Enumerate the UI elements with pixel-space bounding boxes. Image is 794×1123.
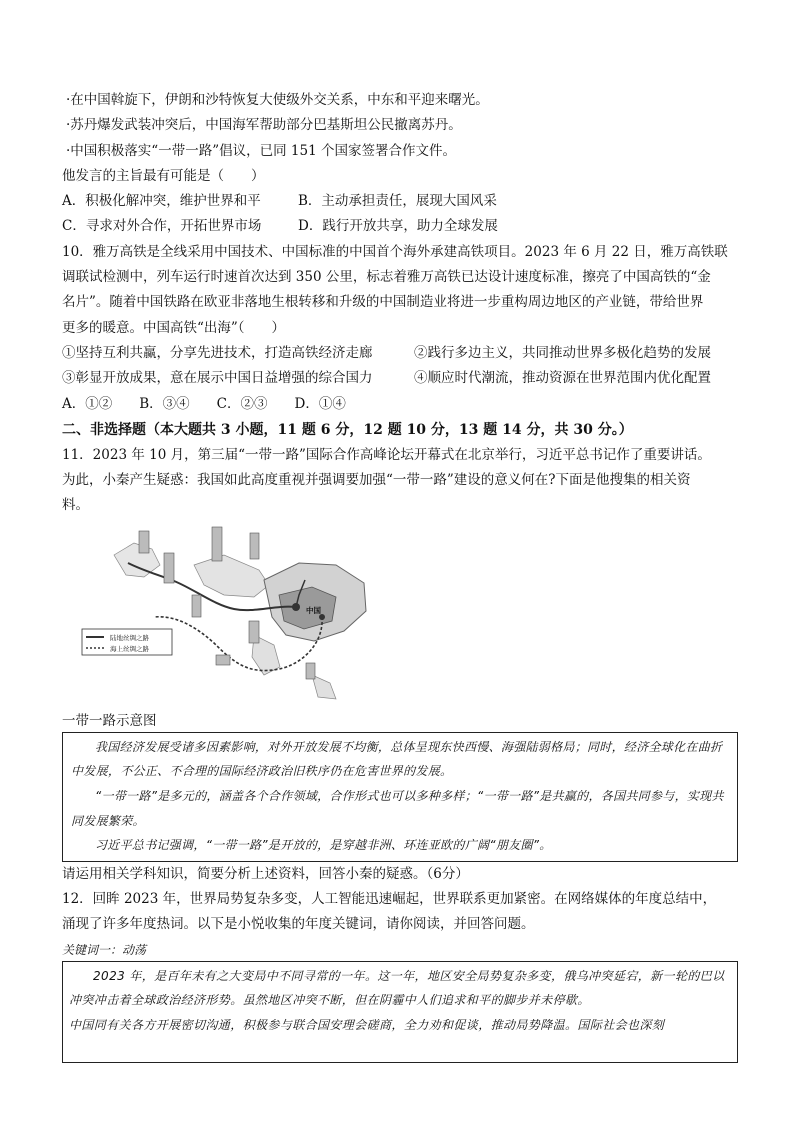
q9-bullet: ·在中国斡旋下，伊朗和沙特恢复大使级外交关系，中东和平迎来曙光。 — [66, 92, 489, 108]
legend-sea-route: 海上丝绸之路 — [110, 644, 149, 653]
q11-material-para: 习近平总书记强调，“一带一路”是开放的，是穿越非洲、环连亚欧的广阔“朋友圈”。 — [95, 838, 552, 853]
exam-page — [62, 88, 738, 1063]
q10-statement-3: ③彰显开放成果，意在展示中国日益增强的综合国力 — [62, 370, 373, 387]
q10-text-line: 10．雅万高铁是全线采用中国技术、中国标准的中国首个海外承建高铁项目。2023 年 6 月 22 日，雅万高铁联 — [62, 243, 728, 260]
q12-text-line: 涌现了许多年度热词。以下是小悦收集的年度关键词，请你阅读，并回答问题。 — [62, 916, 535, 933]
q9-option-row — [62, 214, 738, 239]
q11-question: 请运用相关学科知识，简要分析上述资料，回答小秦的疑惑。（6分） — [62, 865, 469, 882]
q12-block — [62, 887, 738, 1063]
q9-option-c: C．寻求对外合作，开拓世界市场 — [62, 218, 262, 235]
q11-material-box — [62, 732, 738, 862]
legend-land-route: 陆地丝绸之路 — [110, 633, 149, 642]
q11-material-para: 我国经济发展受诸多因素影响，对外开放发展不均衡，总体呈现东快西慢、海强陆弱格局；同时，经济全球化在曲折中发展，不公正、不合理的国际经济政治旧秩序仍在危害世界的发展。 — [71, 739, 723, 779]
map-china-label: 中国 — [306, 605, 321, 615]
q11-material-para: “一带一路”是多元的，涵盖各个合作领域，合作形式也可以多种多样；“一带一路”是共赢的，各国共同参与，实现共同发展繁荣。 — [71, 788, 724, 828]
q9-stem: 他发言的主旨最有可能是（ ） — [62, 167, 265, 184]
q11-block — [62, 443, 738, 887]
q11-text-line: 11．2023 年 10 月，第三届“一带一路”国际合作高峰论坛开幕式在北京举行，习近平总书记作了重要讲话。 — [62, 446, 711, 463]
q10-statement-4: ④顺应时代潮流，推动资源在世界范围内优化配置 — [414, 370, 711, 387]
section-title: 二、非选择题（本大题共 3 小题，11 题 6 分，12 题 10 分，13 题 14 分，共 30 分。） — [62, 421, 633, 438]
q9-bullet: ·中国积极落实“一带一路”倡议，已同 151 个国家签署合作文件。 — [66, 142, 456, 159]
map-caption: 一带一路示意图 — [62, 712, 157, 729]
q12-material-para: 中国同有关各方开展密切沟通，积极参与联合国安理会磋商，全力劝和促谈，推动局势降温。国际社会也深刻 — [69, 1017, 665, 1032]
q12-text-line: 12．回眸 2023 年，世界局势复杂多变，人工智能迅速崛起，世界联系更加紧密。在网络媒体的年度总结中， — [62, 891, 717, 908]
q9-option-row — [62, 189, 738, 214]
belt-road-map-svg — [74, 525, 374, 715]
q9-option-b: B．主动承担责任，展现大国风采 — [298, 193, 497, 210]
q10-statement-1: ①坚持互利共赢，分享先进技术，打造高铁经济走廊 — [62, 344, 373, 361]
belt-road-map — [74, 525, 374, 715]
q10-block — [62, 240, 738, 417]
q10-text-line: 更多的暖意。中国高铁“出海”（ ） — [62, 319, 286, 336]
q12-material-para: 2023 年，是百年未有之大变局中不同寻常的一年。这一年，地区安全局势复杂多变，俄乌冲突延宕，新一轮的巴以冲突冲击着全球政治经济形势。虽然地区冲突不断，但在阴霾中人们追求和平的脚步并未停歇。 — [69, 968, 725, 1008]
q9-block — [62, 88, 738, 240]
q10-statement-2: ②践行多边主义，共同推动世界多极化趋势的发展 — [414, 344, 711, 361]
q10-text-line: 调联试检测中，列车运行时速首次达到 350 公里，标志着雅万高铁已达设计速度标准，擦亮了中国高铁的“金 — [62, 269, 711, 286]
q9-option-d: D．践行开放共享，助力全球发展 — [298, 218, 498, 235]
q11-text-line: 料。 — [62, 497, 89, 514]
q10-statement-row — [62, 341, 738, 366]
q10-statement-row — [62, 366, 738, 391]
q9-option-a: A．积极化解冲突，维护世界和平 — [62, 193, 261, 210]
q10-answers: A．①② B．③④ C．②③ D．①④ — [62, 395, 346, 412]
q10-text-line: 名片”。随着中国铁路在欧亚非落地生根转移和升级的中国制造业将进一步重构周边地区的产业链，带给世界 — [62, 294, 704, 311]
q12-material-box — [62, 961, 738, 1063]
q12-keyword: 关键词一：动荡 — [62, 942, 147, 957]
q11-text-line: 为此，小秦产生疑惑：我国如此高度重视并强调要加强“一带一路”建设的意义何在?下面是他搜集的相关资 — [62, 472, 691, 489]
q9-bullet: ·苏丹爆发武装冲突后，中国海军帮助部分巴基斯坦公民撤离苏丹。 — [66, 117, 462, 134]
